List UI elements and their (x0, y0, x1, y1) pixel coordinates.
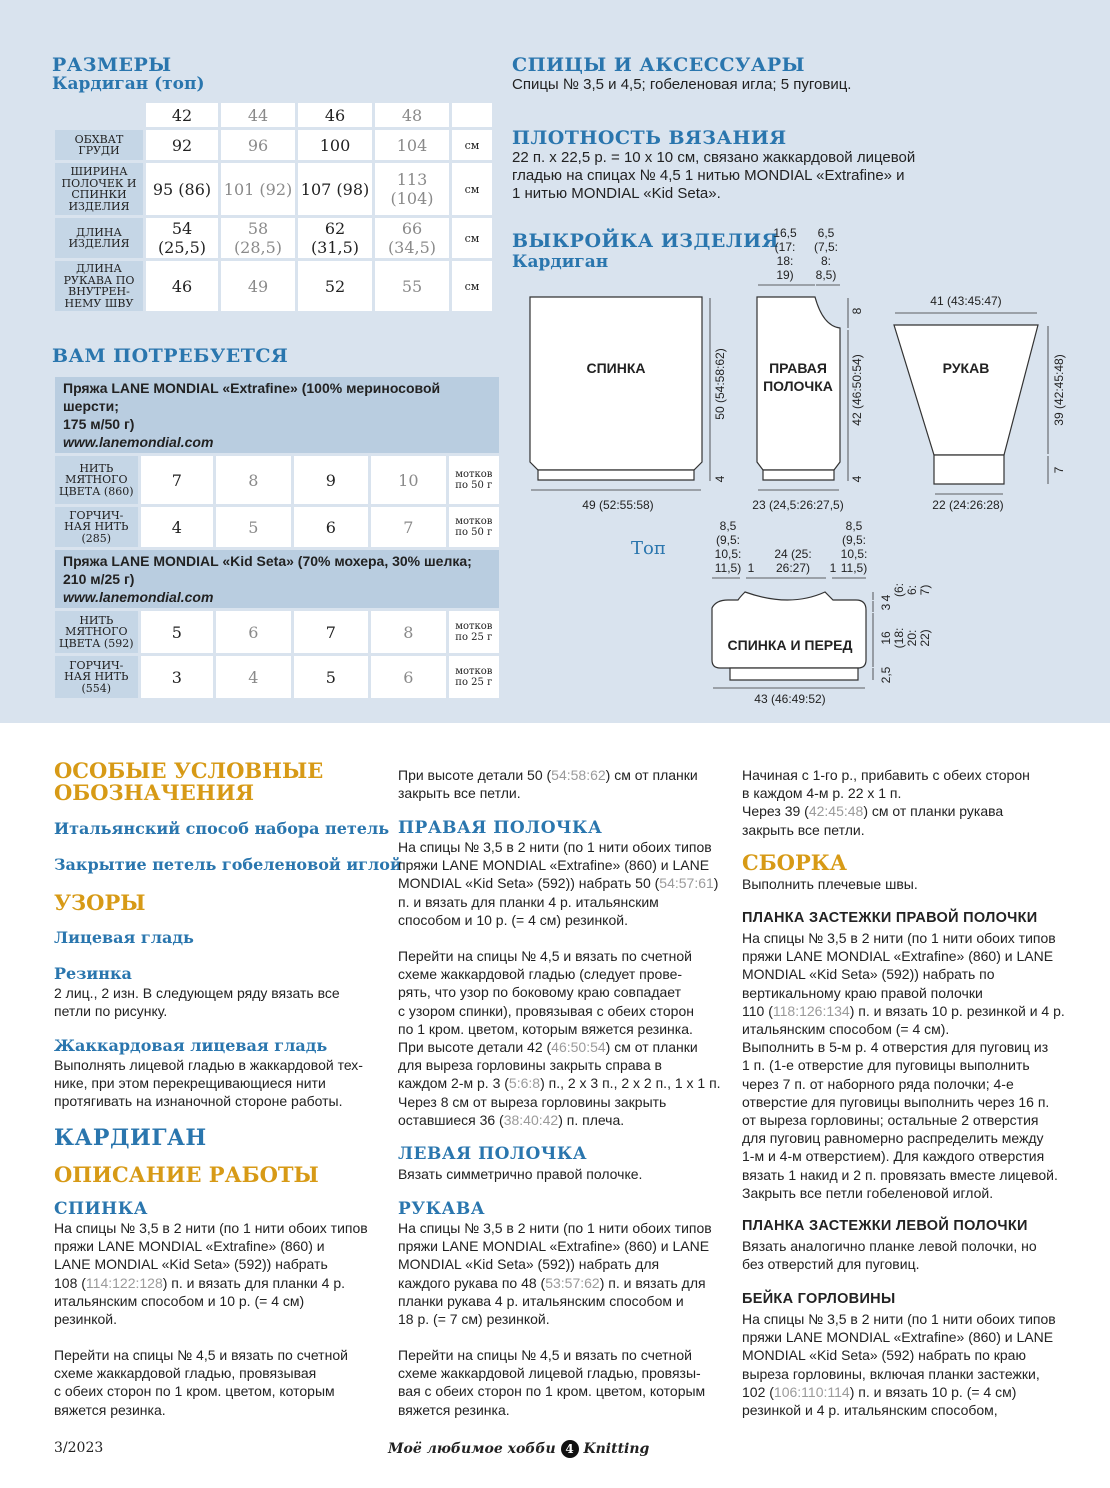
top-neck-0: 24 (25: (774, 547, 812, 561)
table-row: ШИРИНА ПОЛОЧЕК И СПИНКИ ИЗДЕЛИЯ 95 (86) 101 (92) 107 (98) 113 (104) см (55, 163, 492, 215)
jacquard-text: Выполнять лицевой гладью в жаккардовой тех- нике, при этом перекрещивающиеся нити протягивать на изнаночной стороне работы. (54, 1057, 363, 1110)
top-height-val-0: (18: (892, 627, 906, 649)
back-width: 49 (52:55:58) (582, 498, 654, 512)
link-italian-cast-on[interactable]: Итальянский способ набора петель (54, 819, 390, 838)
top-neck-1: 26:27) (775, 561, 811, 575)
sleeve-height: 39 (42:45:48) (1052, 354, 1066, 426)
back-text-2: Перейти на спицы № 4,5 и вязать по счетной схеме жаккардовой гладью, провязывая с обеих сторон по 1 кром. цветом, которым вяжется резинка. (54, 1347, 348, 1418)
top-height-val-1: 20: (905, 629, 919, 647)
size-header: 44 (221, 103, 295, 127)
front-neck-2: 8: (820, 254, 832, 268)
front-shoulder-0: 16,5 (773, 226, 797, 240)
yarn-header-2: Пряжа LANE MONDIAL «Kid Seta» (70% мохера, 30% шелка; 210 м/25 г) www.lanemondial.com (55, 550, 499, 608)
neckband-text: На спицы № 3,5 в 2 нити (по 1 нити обоих типов пряжи LANE MONDIAL «Extrafine» (860) и LANE MONDIAL «Kid Seta» (592) набрать по краю выреза горловины, включая планки застежки, 102 (106:110:114) п. и вязать 10 р. (= 4 см) резинкой и 4 р. итальянским способом, (742, 1311, 1056, 1419)
table-row: ДЛИНА РУКАВА ПО ВНУТРЕН-НЕМУ ШВУ 46 49 52 55 см (55, 261, 492, 311)
sleeve-increase-text: Начиная с 1-го р., прибавить с обеих сторон в каждом 4-м р. 22 x 1 п. Через 39 (42:45:48) см от планки рукава закрыть все петли. (742, 767, 1030, 838)
top-height-val-2: 22) (918, 629, 932, 647)
top-neck-val-0: (6: (892, 582, 906, 598)
front-shoulder-3: 19) (776, 268, 794, 282)
back-text: На спицы № 3,5 в 2 нити (по 1 нити обоих типов пряжи LANE MONDIAL «Extrafine» (860) и LANE MONDIAL «Kid Seta» (592)) набрать 108 (114:122:128) п. и вязать для планки 4 р. итальянским способом и 10 р. (= 4 см) резинкой. (54, 1220, 368, 1328)
assembly-title: СБОРКА (742, 850, 847, 875)
top-neck-val-1: 6: (905, 584, 919, 596)
table-row: НИТЬ МЯТНОГО ЦВЕТА (592) 5 6 7 8 мотков по 25 г (55, 611, 499, 653)
table-row: ГОРЧИЧ-НАЯ НИТЬ (285) 4 5 6 7 мотков по 50 г (55, 507, 499, 547)
neckband-title: БЕЙКА ГОРЛОВИНЫ (742, 1291, 896, 1307)
description-title: ОПИСАНИЕ РАБОТЫ (54, 1162, 319, 1187)
top-piece (712, 592, 866, 668)
yarn-header-1: Пряжа LANE MONDIAL «Extrafine» (100% мериносовой шерсти; 175 м/50 г) www.lanemondial.com (55, 377, 499, 453)
right-front-band (763, 470, 834, 480)
row-label: ДЛИНА ИЗДЕЛИЯ (55, 218, 143, 258)
front-neck-depth: 8 (850, 307, 864, 315)
sleeves-title: РУКАВА (398, 1199, 486, 1219)
front-neck-1: (7,5: (813, 240, 839, 254)
sizes-title: РАЗМЕРЫ (52, 54, 172, 76)
rib-text: 2 лиц., 2 изн. В следующем ряду вязать все петли по рисунку. (54, 985, 340, 1020)
top-left-strap-2: 10,5: (714, 547, 742, 561)
top-gap-1b: 1 (829, 561, 837, 575)
right-front-label-1: ПРАВАЯ (769, 360, 827, 376)
front-width: 23 (24,5:26:27,5) (752, 498, 844, 512)
sleeves-text: На спицы № 3,5 в 2 нити (по 1 нити обоих типов пряжи LANE MONDIAL «Extrafine» (860) и LANE MONDIAL «Kid Seta» (592)) набрать для каждого рукава по 48 (53:57:62) п. и вязать для планки рукава 4 р. итальянским способом и 18 р. (= 7 см) резинкой. (398, 1220, 712, 1328)
gauge-title: ПЛОТНОСТЬ ВЯЗАНИЯ (512, 127, 787, 149)
sleeves-text-2: Перейти на спицы № 4,5 и вязать по счетной схеме жаккардовой лицевой гладью, провязы- вая с обеих сторон по 1 кром. цветом, которым вяжется резинка. (398, 1347, 706, 1418)
top-left-strap-1: (9,5: (715, 533, 741, 547)
left-band-text: Вязать аналогично планке левой полочки, но без отверстий для пуговиц. (742, 1238, 1037, 1273)
back-label: СПИНКА (586, 360, 646, 376)
sleeve-cuff-dim: 7 (1052, 466, 1066, 474)
left-band-title: ПЛАНКА ЗАСТЕЖКИ ЛЕВОЙ ПОЛОЧКИ (742, 1218, 1028, 1234)
rib-title: Резинка (54, 964, 132, 983)
sleeve-label: РУКАВ (942, 360, 990, 376)
materials-title: ВАМ ПОТРЕБУЕТСЯ (52, 345, 289, 367)
front-shoulder-1: (17: (774, 240, 796, 254)
left-front-title: ЛЕВАЯ ПОЛОЧКА (398, 1144, 588, 1164)
left-front-text: Вязать симметрично правой полочке. (398, 1166, 643, 1182)
back-band-dim: 4 (713, 475, 727, 483)
sleeve-piece (894, 325, 1038, 455)
top-neck-depth: 4 (879, 594, 893, 602)
sizes-subtitle: Кардиган (топ) (52, 74, 205, 94)
front-shoulder-2: 18: (776, 254, 794, 268)
front-neck-3: 8,5) (815, 268, 837, 282)
size-header: 48 (375, 103, 449, 127)
size-header: 46 (298, 103, 372, 127)
top-width: 43 (46:49:52) (754, 692, 826, 706)
back-piece (530, 297, 702, 470)
top-band-top: 3 (879, 603, 893, 611)
row-label: ДЛИНА РУКАВА ПО ВНУТРЕН-НЕМУ ШВУ (55, 261, 143, 311)
cardigan-title: КАРДИГАН (54, 1125, 207, 1151)
top-left-strap-0: 8,5 (719, 519, 737, 533)
front-neck-0: 6,5 (817, 226, 835, 240)
special-title: ОСОБЫЕ УСЛОВНЫЕ ОБОЗНАЧЕНИЯ (54, 758, 324, 805)
right-band-text: На спицы № 3,5 в 2 нити (по 1 нити обоих типов пряжи LANE MONDIAL «Extrafine» (860) и LANE MONDIAL «Kid Seta» (592)) набрать по вертикальному краю правой полочки 110 (118:126:134) п. и вязать 10 р. резинкой и 4 р. итальянским способом (= 4 см). Выполнить в 5-м р. 4 отверстия для пуговиц из 1 п. (1-е отверстие для пуговицы выполнить через 7 п. от наборного ряда полочки; 4-е отверстие для пуговицы выполнить через 16 п. от выреза горловины; остальные 2 отверстия для пуговиц равномерно распределить между 1-м и 4-м отверстием). Для каждого отверстия вязать 1 накид и 2 п. провязать вместе лицевой. Закрыть все петли гобеленовой иглой. (742, 930, 1065, 1201)
back-height: 50 (54:58:62) (713, 348, 727, 420)
table-row: НИТЬ МЯТНОГО ЦВЕТА (860) 7 8 9 10 мотков по 50 г (55, 456, 499, 504)
table-row: ГОРЧИЧ-НАЯ НИТЬ (554) 3 4 5 6 мотков по 25 г (55, 656, 499, 698)
front-height: 42 (46:50:54) (850, 354, 864, 426)
link-tapestry-bind-off[interactable]: Закрытие петель гобеленовой иглой (54, 855, 402, 874)
top-band (730, 668, 858, 680)
yarn-site: www.lanemondial.com (63, 434, 214, 450)
stockinette-title: Лицевая гладь (54, 928, 194, 947)
piece-outlines (530, 297, 1038, 680)
right-front-label-2: ПОЛОЧКА (763, 378, 833, 394)
issue-number: 3/2023 (54, 1440, 104, 1456)
pattern-diagram (0, 0, 1110, 723)
magazine-name: Моё любимое хобби 4 Knitting (388, 1441, 650, 1457)
back-band (538, 470, 694, 480)
top-right-strap-0: 8,5 (845, 519, 863, 533)
right-band-title: ПЛАНКА ЗАСТЕЖКИ ПРАВОЙ ПОЛОЧКИ (742, 910, 1038, 926)
right-front-text: На спицы № 3,5 в 2 нити (по 1 нити обоих типов пряжи LANE MONDIAL «Extrafine» (860) и LANE MONDIAL «Kid Seta» (592)) набрать 50 (54:57:61) п. и вязать для планки 4 р. итальянским способом и 10 р. (= 4 см) резинкой. (398, 839, 719, 928)
top-piece-label: СПИНКА И ПЕРЕД (727, 637, 853, 653)
back-title: СПИНКА (54, 1199, 149, 1219)
top-height: 16 (879, 631, 893, 645)
row-label: ШИРИНА ПОЛОЧЕК И СПИНКИ ИЗДЕЛИЯ (55, 163, 143, 215)
pattern-subtitle: Кардиган (512, 252, 609, 272)
needles-text: Спицы № 3,5 и 4,5; гобеленовая игла; 5 пуговиц. (512, 76, 852, 93)
table-row: ОБХВАТ ГРУДИ 92 96 100 104 см (55, 130, 492, 160)
sleeve-cuff (934, 455, 1004, 484)
top-right-strap-2: 10,5: (840, 547, 868, 561)
needles-title: СПИЦЫ И АКСЕССУАРЫ (512, 54, 806, 76)
top-right-strap-1: (9,5: (841, 533, 867, 547)
top-right-strap-3: 11,5) (840, 561, 868, 575)
sleeve-bottom: 22 (24:26:28) (932, 498, 1004, 512)
front-band-dim: 4 (850, 475, 864, 483)
top-neck-val-2: 7) (918, 584, 932, 596)
top-gap-1a: 1 (747, 561, 755, 575)
right-front-text-2: Перейти на спицы № 4,5 и вязать по счетной схеме жаккардовой гладью (следует прове- рять, что узор по боковому краю совпадает с узором спинки), провязывая с обеих сторон по 1 кром. цветом, которым вяжется резинка. При высоте детали 42 (46:50:54) см от планки для выреза горловины закрыть справа в каждом 2-м р. 3 (5:6:8) п., 2 x 3 п., 2 x 2 п., 1 x 1 п. Через 8 см от выреза горловины закрыть оставшиеся 36 (38:40:42) п. плеча. (398, 948, 721, 1128)
pattern-title: ВЫКРОЙКА ИЗДЕЛИЯ (512, 230, 779, 252)
size-header: 42 (146, 103, 218, 127)
yarn-site: www.lanemondial.com (63, 589, 214, 605)
jacquard-title: Жаккардовая лицевая гладь (54, 1036, 328, 1055)
sleeve-top: 41 (43:45:47) (930, 294, 1002, 308)
top-band-bottom: 2,5 (879, 666, 893, 684)
top-left-strap-3: 11,5) (714, 561, 742, 575)
table-row: ДЛИНА ИЗДЕЛИЯ 54 (25,5) 58 (28,5) 62 (31,5) 66 (34,5) см (55, 218, 492, 258)
back-finish-text: При высоте детали 50 (54:58:62) см от планки закрыть все петли. (398, 767, 698, 802)
assembly-text: Выполнить плечевые швы. (742, 876, 918, 892)
top-label: Топ (631, 538, 666, 559)
page-number: 4 (561, 1440, 579, 1458)
right-front-title: ПРАВАЯ ПОЛОЧКА (398, 818, 603, 838)
row-label: ОБХВАТ ГРУДИ (55, 130, 143, 160)
patterns-title: УЗОРЫ (54, 890, 146, 915)
gauge-text: 22 п. x 22,5 р. = 10 x 10 см, связано жаккардовой лицевой гладью на спицах № 4,5 1 нитью MONDIAL «Extrafine» и 1 нитью MONDIAL «Kid Seta». (512, 149, 916, 202)
